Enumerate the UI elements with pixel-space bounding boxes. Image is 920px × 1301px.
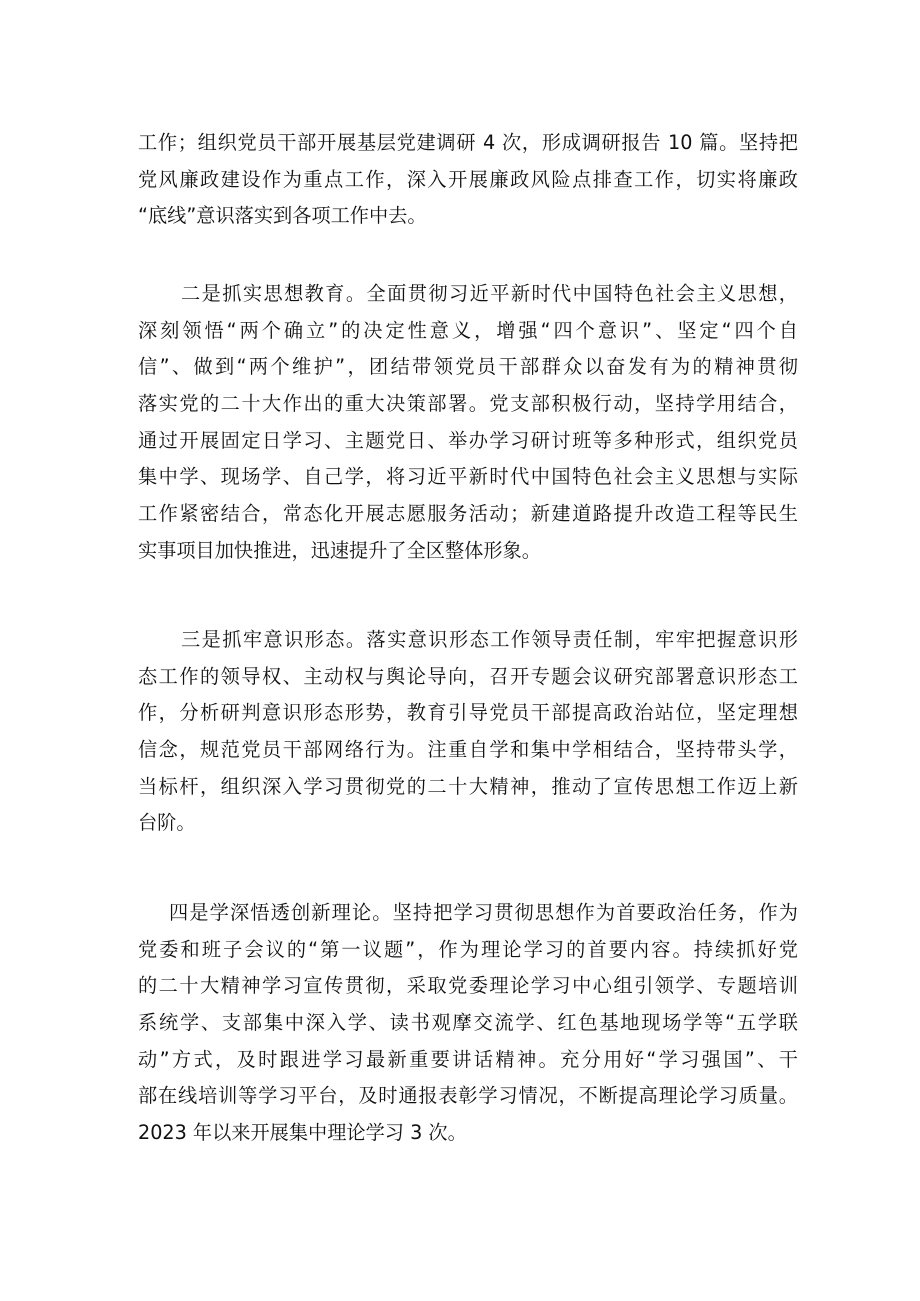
text-line: 集中学、现场学、自己学，将习近平新时代中国特色社会主义思想与实际	[138, 465, 798, 489]
text-line: 三是抓牢意识形态。落实意识形态工作领导责任制，牢牢把握意识形	[181, 628, 798, 651]
paragraph-work-continued	[138, 125, 798, 235]
text-line: 当标杆，组织深入学习贯彻党的二十大精神，推动了宣传思想工作迈上新	[138, 774, 798, 798]
text-line: “底线”意识落实到各项工作中去。	[138, 204, 427, 228]
text-line: 的二十大精神学习宣传贯彻，采取党委理论学习中心组引领学、专题培训	[138, 974, 798, 998]
text-line: 落实党的二十大作出的重大决策部署。党支部积极行动，坚持学用结合，	[138, 392, 798, 416]
text-line: 工作紧密结合，常态化开展志愿服务活动；新建道路提升改造工程等民生	[138, 502, 798, 526]
text-line: 2023 年以来开展集中理论学习 3 次。	[138, 1121, 467, 1145]
text-line: 信念，规范党员干部网络行为。注重自学和集中学相结合，坚持带头学，	[138, 738, 798, 762]
text-line: 深刻领悟“两个确立”的决定性意义，增强“四个意识”、坚定“四个自	[138, 318, 798, 342]
paragraph-ideological-education	[138, 276, 798, 570]
text-line: 态工作的领导权、主动权与舆论导向，召开专题会议研究部署意识形态工	[138, 664, 798, 688]
text-line: 四是学深悟透创新理论。坚持把学习贯彻思想作为首要政治任务，作为	[169, 901, 798, 924]
text-line: 部在线培训等学习平台，及时通报表彰学习情况，不断提高理论学习质量。	[138, 1084, 798, 1108]
paragraph-theory-study	[138, 895, 798, 1152]
text-line: 党风廉政建设作为重点工作，深入开展廉政风险点排查工作，切实将廉政	[138, 167, 798, 191]
text-line: 作，分析研判意识形态形势，教育引导党员干部提高政治站位，坚定理想	[138, 701, 798, 725]
text-line: 台阶。	[138, 811, 196, 835]
text-line: 动”方式，及时跟进学习最新重要讲话精神。充分用好“学习强国”、干	[138, 1047, 798, 1071]
text-line: 信”、做到“两个维护”，团结带领党员干部群众以奋发有为的精神贯彻	[138, 355, 798, 379]
text-line: 系统学、支部集中深入学、读书观摩交流学、红色基地现场学等“五学联	[138, 1011, 798, 1035]
text-line: 通过开展固定日学习、主题党日、举办学习研讨班等多种形式，组织党员	[138, 428, 798, 452]
text-line: 工作；组织党员干部开展基层党建调研 4 次，形成调研报告 10 篇。坚持把	[138, 131, 798, 154]
text-line: 实事项目加快推进，迅速提升了全区整体形象。	[138, 538, 541, 562]
text-line: 党委和班子会议的“第一议题”，作为理论学习的首要内容。持续抓好党	[138, 937, 798, 961]
paragraph-ideology-form	[138, 622, 798, 842]
text-line: 二是抓实思想教育。全面贯彻习近平新时代中国特色社会主义思想，	[181, 282, 798, 305]
